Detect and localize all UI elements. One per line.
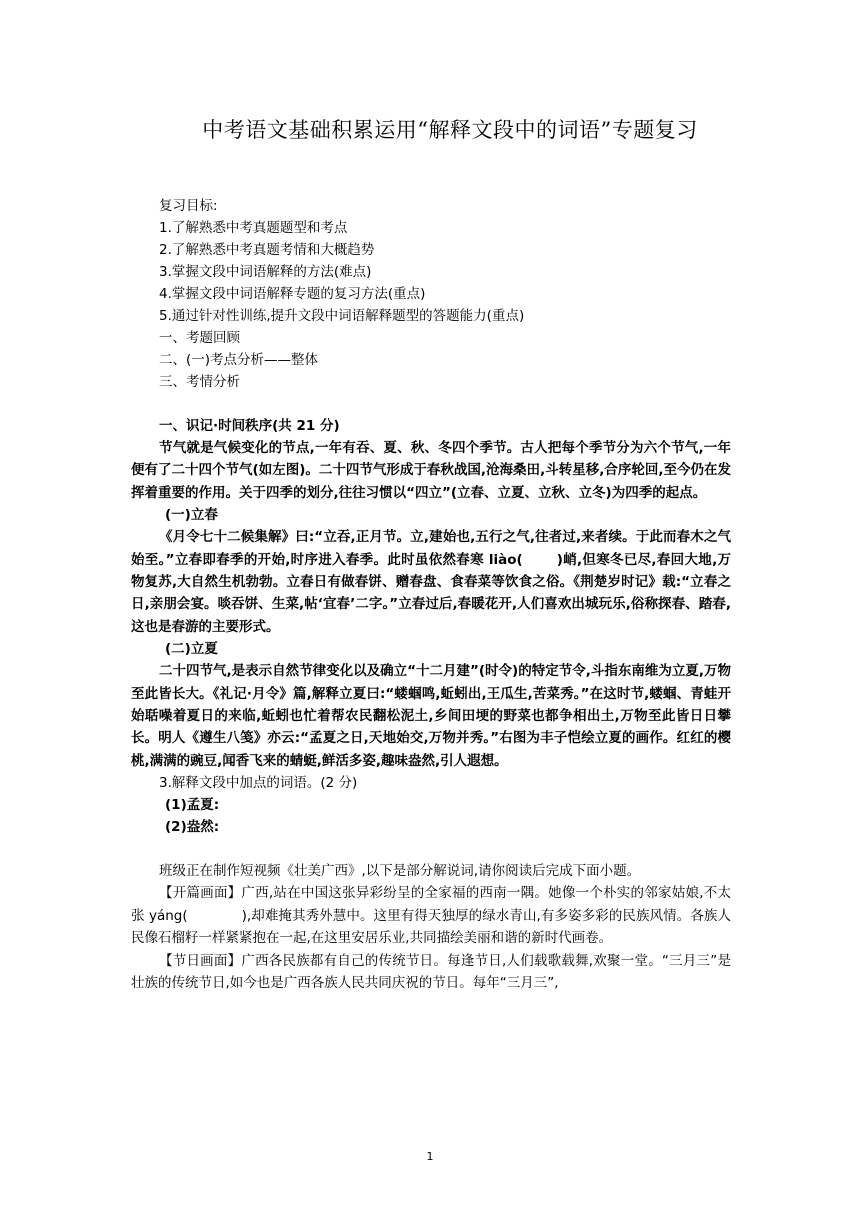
subheading-lichun: (一)立春: [165, 507, 218, 524]
goal-item: 1.了解熟悉中考真题题型和考点: [159, 220, 348, 236]
question-item: (1)孟夏:: [165, 797, 220, 814]
paragraph-text: 【开篇画面】广西,站在中国这张异彩纷呈的全家福的西南一隅。她像一个朴实的邻家姑娘,不太张 yáng(: [131, 885, 731, 924]
passage1-heading: 一、识记·时间秩序(共 21 分): [159, 418, 340, 434]
goal-item: 3.掌握文段中词语解释的方法(难点): [159, 264, 372, 280]
section-item: 三、考情分析: [159, 374, 240, 390]
paragraph-text: )峭,但寒冬已尽,春回大地,万物复苏,大自然生机勃勃。立春日有做春饼、赠春盘、食春菜等饮食之俗。《荆楚岁时记》载:“立春之日,亲朋会宴。啖吞饼、生菜,帖‘宜春’二字。”立春过后,春暖花开,人们喜欢出城玩乐,俗称探春、踏春,这也是春游的主要形式。: [131, 551, 731, 635]
passage1-paragraph: 节气就是气候变化的节点,一年有吞、夏、秋、冬四个季节。古人把每个季节分为六个节气,一年便有了二十四个节气(如左图)。二十四节气形成于春秋战国,沧海桑田,斗转星移,合序轮回,至今仍在发挥着重要的作用。关于四季的划分,往往习惯以“四立”(立春、立夏、立秋、立冬)为四季的起点。: [131, 440, 731, 501]
section-item: 一、考题回顾: [159, 330, 240, 346]
passage1-paragraph: 二十四节气,是表示自然节律变化以及确立“十二月建”(时令)的特定节令,斗指东南维为立夏,万物至此皆长大。《礼记·月令》篇,解释立夏曰:“蝼蝈鸣,蚯蚓出,王瓜生,苦菜秀。”在这时节,蝼蝈、青蛙开始聒噪着夏日的来临,蚯蚓也忙着帮农民翻松泥土,乡间田埂的野菜也都争相出土,万物至此皆日日攀长。明人《遵生八笺》亦云:“孟夏之日,天地始交,万物并秀。”右图为丰子恺绘立夏的画作。红红的樱桃,满满的豌豆,闻香飞来的蜻蜓,鲜活多姿,趣味盎然,引人遐想。: [131, 663, 731, 769]
document-body: [131, 195, 731, 994]
goals-heading: 复习目标:: [159, 198, 218, 214]
passage2-paragraph: 【节日画面】广西各民族都有自己的传统节日。每逢节日,人们载歌载舞,欢聚一堂。“三月三”是壮族的传统节日,如今也是广西各族人民共同庆祝的节日。每年“三月三”,: [131, 952, 731, 991]
passage2-intro: 班级正在制作短视频《壮美广西》,以下是部分解说词,请你阅读后完成下面小题。: [159, 863, 641, 880]
goal-item: 5.通过针对性训练,提升文段中词语解释题型的答题能力(重点): [159, 308, 525, 324]
goal-item: 2.了解熟悉中考真题考情和大概趋势: [159, 242, 375, 258]
page-number: 1: [426, 1150, 434, 1163]
section-item: 二、(一)考点分析——整体: [159, 352, 319, 368]
passage1-paragraph: [131, 526, 731, 638]
question-text: 3.解释文段中加点的词语。(2 分): [159, 775, 358, 792]
goal-item: 4.掌握文段中词语解释专题的复习方法(重点): [159, 286, 426, 302]
paragraph-text: 《月令七十二候集解》曰:“立吞,正月节。立,建始也,五行之气,往者过,来者续。于此而春木之气始至。”立春即春季的开始,时序进入春季。此时虽依然春寒 liào(: [131, 529, 731, 568]
question-item: (2)盎然:: [165, 819, 220, 836]
passage2-paragraph: [131, 882, 731, 949]
document-title: 中考语文基础积累运用“解释文段中的词语”专题复习: [202, 118, 698, 142]
subheading-lixia: (二)立夏: [165, 641, 218, 658]
paragraph-text: ),却难掩其秀外慧中。这里有得天独厚的绿水青山,有多姿多彩的民族风情。各族人民像石榴籽一样紧紧抱在一起,在这里安居乐业,共同描绘美丽和谐的新时代画卷。: [131, 907, 731, 947]
